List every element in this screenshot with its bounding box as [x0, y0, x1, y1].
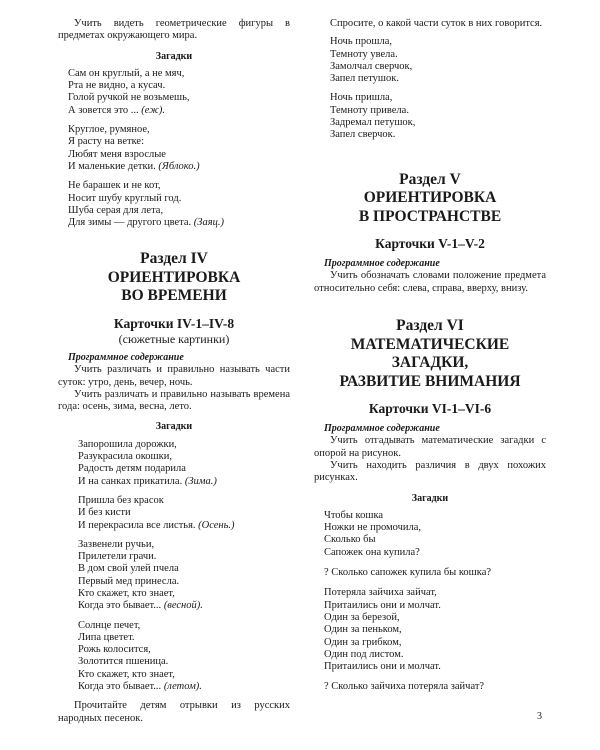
riddle-answer: (Осень.) — [198, 519, 235, 531]
riddle-hare-counting — [324, 587, 546, 673]
riddle-answer: (Яблоко.) — [158, 160, 200, 172]
riddle-hare — [68, 180, 290, 229]
verse-line: Чтобы кошка — [324, 509, 384, 521]
verse-line: Темноту привела. — [330, 104, 409, 116]
verse-line: Разукрасила окошки, — [78, 451, 172, 463]
verse-text: И на санках прикатила. — [78, 475, 183, 487]
section-v-program-label: Программное содержание — [324, 258, 440, 270]
song-night-came — [330, 92, 546, 141]
verse-line: Сапожек она купила? — [324, 546, 420, 558]
verse-text: Для зимы — другого цвета. — [68, 217, 192, 229]
section-vi-title-2: ЗАГАДКИ, — [391, 354, 469, 372]
verse-line: Голой ручкой не возьмешь, — [68, 92, 190, 104]
riddle-answer: (Заяц.) — [193, 217, 224, 229]
verse-text: Когда это бывает... — [78, 681, 162, 693]
verse-line: Потеряла зайчиха зайчат, — [324, 587, 437, 599]
verse-line: Ночь прошла, — [330, 36, 392, 48]
section-vi-title-3: РАЗВИТИЕ ВНИМАНИЯ — [339, 372, 521, 390]
verse-line: Притаились они и молчат. — [324, 661, 441, 673]
section-vi-program-label: Программное содержание — [324, 423, 440, 435]
outro-paragraph: Прочитайте детям отрывки из русских народных песенок. — [58, 700, 290, 724]
riddle-answer: (весной). — [163, 600, 203, 612]
verse-line: Липа цветет. — [78, 631, 135, 643]
verse-line: Темноту увела. — [330, 48, 398, 60]
verse-line-last — [78, 600, 290, 612]
section-v-goal: Учить обозначать словами положение предмета относительно себя: слева, справа, вверху, внизу. — [314, 270, 546, 294]
section-iv-program-label: Программное содержание — [68, 351, 184, 363]
verse-line: Рожь колосится, — [78, 644, 151, 656]
section-v-title-1: ОРИЕНТИРОВКА — [363, 189, 497, 207]
verse-line: Запел петушок. — [330, 73, 399, 85]
section-v-title-2: В ПРОСТРАНСТВЕ — [358, 207, 502, 225]
verse-line-last — [68, 161, 290, 173]
verse-line: Задремал петушок, — [330, 117, 416, 129]
section-iv-title-2: ВО ВРЕМЕНИ — [121, 287, 227, 305]
verse-line: Один под листом. — [324, 648, 404, 660]
section-v-cards: Карточки V-1–V-2 — [375, 236, 485, 252]
riddle-autumn — [78, 495, 290, 532]
section-vi-goal-2: Учить находить различия в двух похожих рисунках. — [314, 459, 546, 484]
riddle-summer — [78, 620, 290, 694]
verse-text: А зовется это ... — [68, 104, 139, 116]
verse-line: Первый мед принесла. — [78, 575, 180, 587]
right-column — [314, 18, 546, 702]
verse-line: Один за грибком, — [324, 636, 402, 648]
verse-line: Я расту на ветке: — [68, 136, 144, 148]
section-iv-goal-2: Учить различать и правильно называть времена года: осень, зима, весна, лето. — [58, 388, 290, 413]
verse-line: Круглое, румяное, — [68, 124, 150, 136]
verse-line: Ночь пришла, — [330, 92, 393, 104]
page-number: 3 — [537, 711, 542, 722]
verse-line: Носит шубу круглый год. — [68, 192, 182, 204]
verse-line: Пришла без красок — [78, 494, 164, 506]
verse-line: Один за пеньком, — [324, 624, 402, 636]
verse-line: Кто скажет, кто знает, — [78, 588, 175, 599]
section-vi-goal-1: Учить отгадывать математические загадки с опорой на рисунок. — [314, 435, 546, 459]
section-vi-label: Раздел VI — [396, 317, 464, 335]
verse-line-last — [78, 681, 290, 693]
riddle-winter — [78, 439, 290, 488]
verse-line: Солнце печет, — [78, 619, 141, 631]
section-vi-title-1: МАТЕМАТИЧЕСКИЕ — [350, 335, 510, 353]
section-vi-riddles-heading: Загадки — [411, 492, 449, 504]
verse-line: Сколько бы — [324, 534, 376, 546]
riddle-answer: (летом). — [163, 681, 202, 693]
intro-paragraph: Учить видеть геометрические фигуры в предметах окружающего мира. — [58, 18, 290, 42]
verse-line: Рта не видно, а кусач. — [68, 80, 166, 92]
verse-line: И без кисти — [78, 507, 131, 519]
verse-line: Один за березой, — [324, 611, 400, 623]
verse-line: Радость детям подарила — [78, 463, 186, 475]
riddle-apple — [68, 124, 290, 173]
verse-line: Притаились они и молчат. — [324, 599, 441, 611]
verse-line-last — [68, 217, 290, 229]
riddles-heading: Загадки — [155, 50, 193, 62]
section-vi-cards: Карточки VI-1–VI-6 — [368, 401, 492, 417]
section-iv-riddles-heading: Загадки — [155, 421, 193, 433]
riddle-answer: (Зима.) — [184, 475, 217, 487]
question-hare: ? Сколько зайчиха потеряла зайчат? — [324, 681, 485, 693]
question-cat: ? Сколько сапожек купила бы кошка? — [324, 567, 492, 579]
riddle-cat — [324, 510, 546, 559]
verse-line-last — [78, 520, 290, 532]
riddle-spring — [78, 539, 290, 613]
verse-line-last — [68, 105, 290, 117]
verse-line: Прилетели грачи. — [78, 551, 157, 563]
song-night-passed — [330, 36, 546, 85]
section-iv-label: Раздел IV — [140, 250, 208, 268]
verse-line: Шуба серая для лета, — [68, 204, 164, 216]
left-column — [58, 18, 290, 725]
section-v-label: Раздел V — [399, 170, 461, 188]
riddle-answer: (еж). — [141, 104, 166, 116]
verse-line: Золотится пшеница. — [78, 656, 169, 668]
verse-text: Когда это бывает... — [78, 600, 162, 612]
verse-text: И маленькие детки. — [68, 160, 156, 172]
verse-line: Зазвенели ручьи, — [78, 538, 155, 550]
verse-line: Запел сверчок. — [330, 129, 396, 141]
verse-line: Любят меня взрослые — [68, 148, 166, 160]
section-iv-cards: Карточки IV-1–IV-8 — [113, 315, 235, 331]
verse-text: И перекрасила все листья. — [78, 519, 196, 531]
section-iv-goal-1: Учить различать и правильно называть части суток: утро, день, вечер, ночь. — [58, 364, 290, 388]
verse-line: Запорошила дорожки, — [78, 438, 177, 450]
verse-line: Ножки не промочила, — [324, 522, 422, 534]
verse-line: Кто скажет, кто знает, — [78, 668, 175, 680]
verse-line: В дом свой улей пчела — [78, 563, 179, 575]
verse-line: Сам он круглый, а не мяч, — [68, 67, 185, 79]
section-iv-title-1: ОРИЕНТИРОВКА — [107, 268, 241, 286]
verse-line: Не барашек и не кот, — [68, 180, 161, 192]
riddle-hedgehog — [68, 68, 290, 117]
right-intro: Спросите, о какой части суток в них говорится. — [330, 18, 543, 29]
verse-line: Замолчал сверчок, — [330, 60, 413, 72]
section-iv-cards-note: (сюжетные картинки) — [118, 331, 230, 346]
verse-line-last — [78, 476, 290, 488]
